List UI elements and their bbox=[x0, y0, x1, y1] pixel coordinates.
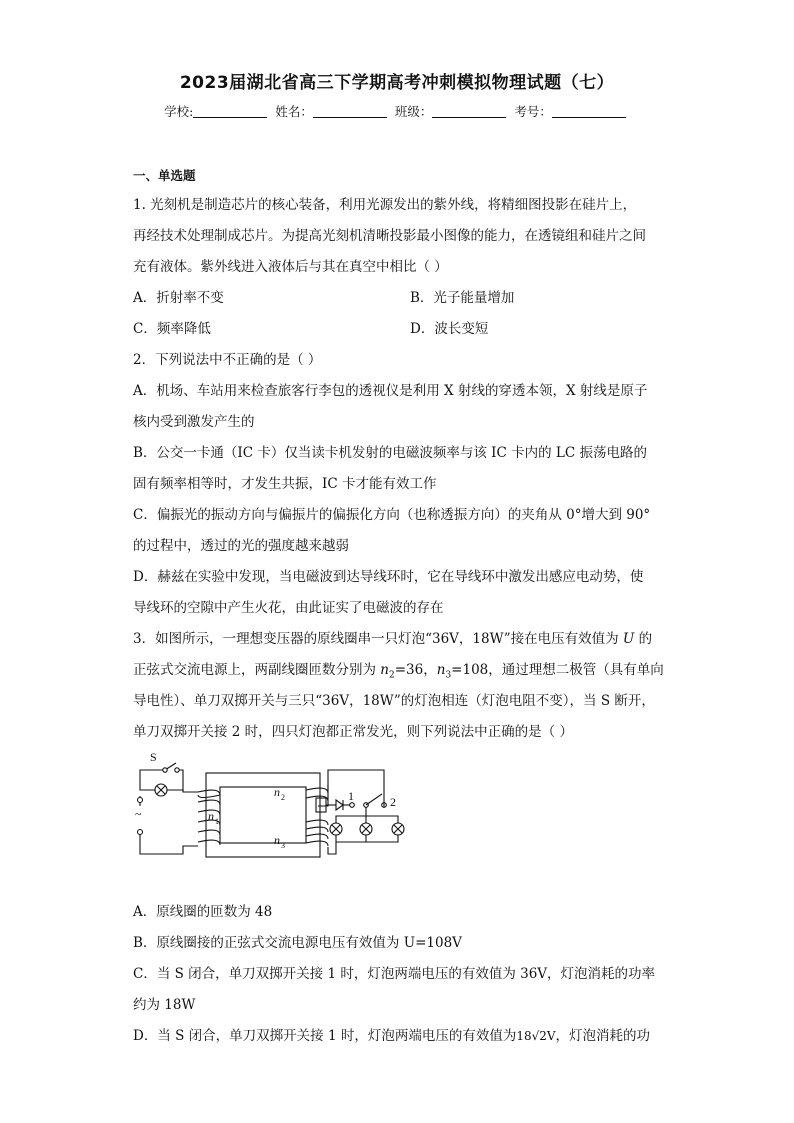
primary-wire-top bbox=[177, 770, 198, 792]
q2-line: A．机场、车站用来检查旅客行李包的透视仪是利用 X 射线的穿透本领，X 射线是原子 bbox=[133, 383, 648, 399]
q3-line: 正弦式交流电源上，两副线圈匝数分别为 $n_2=36$，$n_3=108$，通过理想二极管（具有单向 bbox=[133, 662, 664, 681]
school-blank[interactable] bbox=[193, 105, 267, 118]
q1-option-c: C．频率降低 bbox=[133, 321, 211, 337]
secondary-coil-n3 bbox=[306, 820, 328, 846]
class-blank[interactable] bbox=[432, 105, 506, 118]
label-n1-sub: 1 bbox=[215, 817, 219, 826]
q1-option-a: A．折射率不变 bbox=[133, 290, 224, 306]
q1-line: 再经技术处理制成芯片。为提高光刻机清晰投影最小图像的能力，在透镜组和硅片之间 bbox=[133, 228, 646, 244]
q2-stem: 2．下列说法中不正确的是（ ） bbox=[133, 352, 322, 368]
exam-no-label: 考号： bbox=[514, 104, 552, 119]
transformer-core-inner bbox=[220, 787, 306, 843]
label-n3: n bbox=[274, 833, 280, 847]
transformer-core-outer bbox=[206, 773, 320, 857]
q3-line: 3．如图所示，一理想变压器的原线圈串一只灯泡“36V，18W”接在电压有效值为 U 的 bbox=[133, 631, 653, 647]
q3-option-d: D．当 S 闭合，单刀双掷开关接 1 时，灯泡两端电压的有效值为18√2V，灯泡消耗的功 bbox=[133, 1028, 651, 1044]
q2-line: 导线环的空隙中产生火花，由此证实了电磁波的存在 bbox=[133, 600, 444, 616]
q1-line: 充有液体。紫外线进入液体后与其在真空中相比（ ） bbox=[133, 259, 448, 275]
q1-option-d: D．波长变短 bbox=[410, 321, 489, 337]
ac-terminal-top bbox=[138, 798, 143, 803]
sqrt-value: 18√2V bbox=[516, 1029, 556, 1043]
spdt-switch bbox=[366, 794, 382, 805]
q1-line: 1. 光刻机是制造芯片的核心装备，利用光源发出的紫外线，将精细图投影在硅片上， bbox=[133, 197, 637, 213]
label-ac: ~ bbox=[135, 807, 142, 821]
name-blank[interactable] bbox=[313, 105, 387, 118]
label-s: S bbox=[150, 750, 157, 764]
ac-terminal-bottom bbox=[138, 830, 143, 835]
secondary-coil-n2 bbox=[306, 788, 328, 801]
student-info-row bbox=[0, 102, 794, 120]
q3-option-b: B．原线圈接的正弦式交流电源电压有效值为 U=108V bbox=[133, 935, 462, 951]
name-label: 姓名： bbox=[275, 104, 313, 119]
contact-1 bbox=[350, 803, 355, 808]
label-1: 1 bbox=[348, 789, 354, 803]
q2-line: B．公交一卡通（IC 卡）仅当读卡机发射的电磁波频率与该 IC 卡内的 LC 振荡电路的 bbox=[133, 445, 647, 461]
q3-line: 单刀双掷开关接 2 时，四只灯泡都正常发光，则下列说法中正确的是（ ） bbox=[133, 724, 573, 740]
label-n3-sub: 3 bbox=[281, 841, 285, 850]
label-2: 2 bbox=[390, 795, 396, 809]
label-n2: n bbox=[274, 785, 280, 799]
primary-wire-switch bbox=[140, 770, 165, 782]
label-n2-sub: 2 bbox=[281, 793, 285, 802]
school-label: 学校: bbox=[164, 104, 194, 119]
q1-option-b: B．光子能量增加 bbox=[410, 290, 515, 306]
q2-line: C．偏振光的振动方向与偏振片的偏振化方向（也称透振方向）的夹角从 0°增大到 90° bbox=[133, 507, 651, 523]
q2-line: 的过程中，透过的光的强度越来越弱 bbox=[133, 538, 349, 554]
primary-wire-bottom bbox=[140, 832, 198, 854]
label-n1: n bbox=[208, 809, 214, 823]
q3-option-c-cont: 约为 18W bbox=[133, 997, 196, 1013]
transformer-circuit-diagram bbox=[128, 750, 418, 865]
voltage-symbol: U bbox=[622, 631, 635, 647]
page-title: 2023届湖北省高三下学期高考冲刺模拟物理试题（七） bbox=[179, 73, 615, 93]
q3-option-a: A．原线圈的匝数为 48 bbox=[133, 904, 273, 920]
q3-line: 导电性）、单刀双掷开关与三只“36V，18W”的灯泡相连（灯泡电阻不变），当 S 断开， bbox=[133, 693, 655, 709]
exam-no-blank[interactable] bbox=[552, 105, 626, 118]
section-heading: 一、单选题 bbox=[133, 168, 196, 183]
q2-line: 核内受到激发产生的 bbox=[133, 414, 255, 430]
n2-terminal-box bbox=[316, 798, 326, 812]
q3-option-c: C．当 S 闭合，单刀双掷开关接 1 时，灯泡两端电压的有效值为 36V，灯泡消耗的功率 bbox=[133, 966, 656, 982]
class-label: 班级： bbox=[394, 104, 433, 119]
q2-line: D．赫兹在实验中发现，当电磁波到达导线环时，它在导线环中激发出感应电动势，使 bbox=[133, 569, 644, 585]
q2-line: 固有频率相等时，才发生共振，IC 卡才能有效工作 bbox=[133, 476, 437, 492]
diode bbox=[336, 800, 343, 810]
